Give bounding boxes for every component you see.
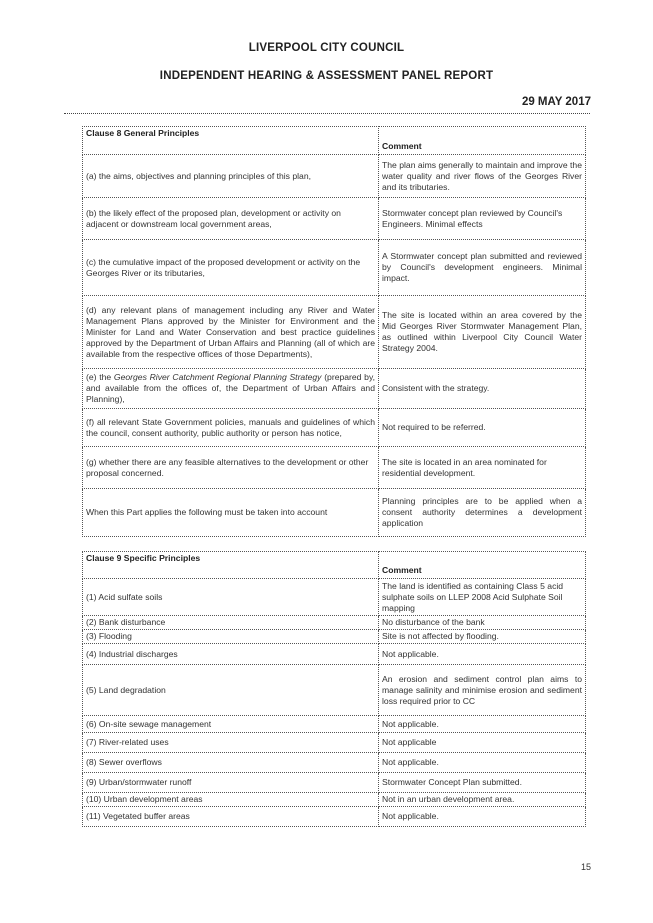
- comment-cell: No disturbance of the bank: [379, 616, 586, 630]
- comment-cell: A Stormwater concept plan submitted and reviewed by Council's development engineers. Minimal impact.: [379, 240, 586, 296]
- table-row: [83, 644, 586, 665]
- principle-cell: (d) any relevant plans of management including any River and Water Management Plans approved by the Minister for Environment and the Minister for Land and Water Conservation and best practice guidelines approved by the Department of Urban Affairs and Planning (all of which are available from the respective offices of those Departments),: [83, 296, 379, 369]
- comment-cell: The plan aims generally to maintain and improve the water quality and river flows of the Georges River and its tributaries.: [379, 155, 586, 198]
- strategy-title: Georges River Catchment Regional Planning Strategy: [113, 372, 322, 382]
- table-row: [83, 616, 586, 630]
- table-row: [83, 296, 586, 369]
- table-header-row: [83, 552, 586, 579]
- column-header-principle: Clause 8 General Principles: [83, 127, 379, 155]
- general-principles-table: [82, 126, 586, 537]
- comment-cell: Not required to be referred.: [379, 409, 586, 447]
- principle-cell: (1) Acid sulfate soils: [83, 579, 379, 616]
- principle-cell: (4) Industrial discharges: [83, 644, 379, 665]
- table-row: [83, 793, 586, 807]
- comment-cell: An erosion and sediment control plan aims to manage salinity and minimise erosion and sediment loss required prior to CC: [379, 665, 586, 716]
- principle-cell: (3) Flooding: [83, 630, 379, 644]
- table-row: [83, 489, 586, 537]
- comment-cell: Not applicable.: [379, 753, 586, 773]
- principle-cell: (5) Land degradation: [83, 665, 379, 716]
- principle-prefix: (e) the: [86, 372, 114, 382]
- table-row: [83, 753, 586, 773]
- principle-cell: (g) whether there are any feasible alternatives to the development or other proposal concerned.: [83, 447, 379, 489]
- table-row: [83, 155, 586, 198]
- comment-cell: Stormwater Concept Plan submitted.: [379, 773, 586, 793]
- table-row: [83, 665, 586, 716]
- comment-cell: Not applicable.: [379, 716, 586, 733]
- comment-cell: The site is located within an area covered by the Mid Georges River Stormwater Management Plan, as outlined within Liverpool City Council Water Strategy 2004.: [379, 296, 586, 369]
- table-row: [83, 369, 586, 409]
- principle-cell: (b) the likely effect of the proposed plan, development or activity on adjacent or downstream local government areas,: [83, 198, 379, 240]
- principle-cell: (2) Bank disturbance: [83, 616, 379, 630]
- table-row: [83, 579, 586, 616]
- column-header-comment: Comment: [379, 552, 586, 579]
- principle-cell: (7) River-related uses: [83, 733, 379, 753]
- table-row: [83, 630, 586, 644]
- comment-cell: Site is not affected by flooding.: [379, 630, 586, 644]
- table-row: [83, 807, 586, 827]
- principle-cell: (f) all relevant State Government policies, manuals and guidelines of which the council, consent authority, public authority or person has notice,: [83, 409, 379, 447]
- table-row: [83, 198, 586, 240]
- principle-cell: (8) Sewer overflows: [83, 753, 379, 773]
- comment-cell: Stormwater concept plan reviewed by Council's Engineers. Minimal effects: [379, 198, 586, 240]
- principle-cell: [83, 369, 379, 409]
- council-name: LIVERPOOL CITY COUNCIL: [248, 42, 405, 54]
- principle-cell: (a) the aims, objectives and planning principles of this plan,: [83, 155, 379, 198]
- header-divider: [64, 113, 590, 114]
- comment-cell: The site is located in an area nominated for residential development.: [379, 447, 586, 489]
- table-row: [83, 447, 586, 489]
- page-number: 15: [580, 862, 591, 872]
- table-row: [83, 733, 586, 753]
- report-date: 29 MAY 2017: [521, 96, 591, 108]
- comment-cell: Not applicable.: [379, 644, 586, 665]
- principle-cell: When this Part applies the following must be taken into account: [83, 489, 379, 537]
- principle-cell: (6) On-site sewage management: [83, 716, 379, 733]
- comment-cell: Not applicable.: [379, 807, 586, 827]
- table-row: [83, 773, 586, 793]
- report-title: INDEPENDENT HEARING & ASSESSMENT PANEL REPORT: [159, 70, 494, 82]
- table-row: [83, 240, 586, 296]
- principle-suffix: (prepared by, and available from the offices of, the Department of Urban Affairs and Planning),: [86, 372, 375, 404]
- comment-cell: Not in an urban development area.: [379, 793, 586, 807]
- specific-principles-table: [82, 551, 586, 827]
- table-row: [83, 409, 586, 447]
- comment-cell: The land is identified as containing Class 5 acid sulphate soils on LLEP 2008 Acid Sulphate Soil mapping: [379, 579, 586, 616]
- principle-cell: (c) the cumulative impact of the proposed development or activity on the Georges River or its tributaries,: [83, 240, 379, 296]
- column-header-comment: Comment: [379, 127, 586, 155]
- table-row: [83, 716, 586, 733]
- principle-cell: (11) Vegetated buffer areas: [83, 807, 379, 827]
- table-header-row: [83, 127, 586, 155]
- principle-cell: (9) Urban/stormwater runoff: [83, 773, 379, 793]
- comment-cell: Consistent with the strategy.: [379, 369, 586, 409]
- column-header-principle: Clause 9 Specific Principles: [83, 552, 379, 579]
- principle-cell: (10) Urban development areas: [83, 793, 379, 807]
- comment-cell: Not applicable: [379, 733, 586, 753]
- comment-cell: Planning principles are to be applied when a consent authority determines a development application: [379, 489, 586, 537]
